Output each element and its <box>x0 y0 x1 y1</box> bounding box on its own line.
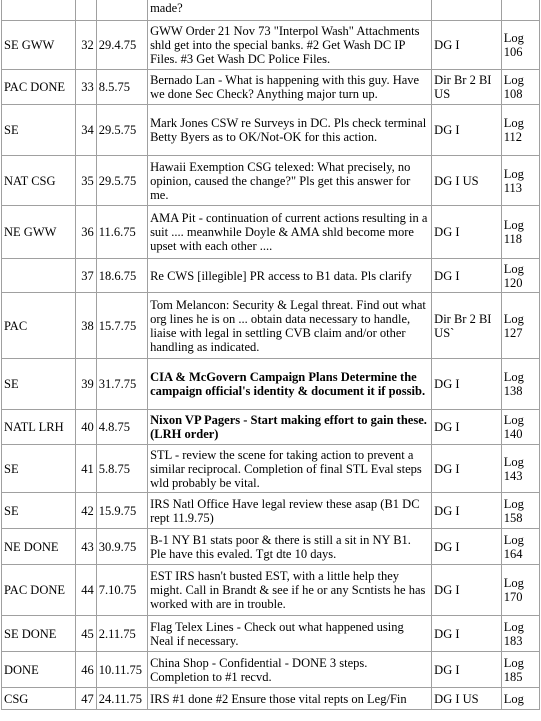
row-date-cell: 15.9.75 <box>96 493 147 529</box>
row-recipient-cell: DG I <box>432 529 502 565</box>
row-date-cell: 2.11.75 <box>96 616 147 652</box>
table-row <box>2 410 540 445</box>
row-description-cell: Bernado Lan - What is happening with this guy. Have we done Sec Check? Anything major turn up. <box>148 70 432 105</box>
row-log-cell: Log 143 <box>501 445 539 493</box>
table-row <box>2 21 540 70</box>
row-code-cell: NE DONE <box>2 529 76 565</box>
row-description-cell: AMA Pit - continuation of current actions resulting in a suit .... meanwhile Doyle & AMA shld become more upset with each other .... <box>148 206 432 259</box>
row-code-cell: PAC <box>2 293 76 359</box>
row-recipient-cell <box>432 0 502 21</box>
row-number-cell: 41 <box>75 445 96 493</box>
row-date-cell: 31.7.75 <box>96 359 147 410</box>
row-date-cell: 15.7.75 <box>96 293 147 359</box>
table-row <box>2 616 540 652</box>
row-recipient-cell: Dir Br 2 BI US` <box>432 293 502 359</box>
row-description-cell: Tom Melancon: Security & Legal threat. Find out what org lines he is on ... obtain data necessary to handle, liaise with legal in settling CVB claim and/or other handling as indicated. <box>148 293 432 359</box>
row-date-cell <box>96 0 147 21</box>
row-date-cell: 7.10.75 <box>96 565 147 616</box>
row-log-cell: Log 183 <box>501 616 539 652</box>
row-code-cell: SE <box>2 105 76 156</box>
table-row <box>2 105 540 156</box>
table-row <box>2 70 540 105</box>
table-row <box>2 0 540 21</box>
row-log-cell: Log 185 <box>501 652 539 688</box>
table-row <box>2 565 540 616</box>
row-number-cell <box>75 0 96 21</box>
row-number-cell: 43 <box>75 529 96 565</box>
row-code-cell: CSG <box>2 688 76 710</box>
row-number-cell: 36 <box>75 206 96 259</box>
row-date-cell: 29.5.75 <box>96 105 147 156</box>
row-recipient-cell: DG I <box>432 652 502 688</box>
log-table <box>1 0 540 710</box>
row-number-cell: 40 <box>75 410 96 445</box>
row-date-cell: 29.4.75 <box>96 21 147 70</box>
table-row <box>2 359 540 410</box>
row-recipient-cell: DG I US <box>432 688 502 710</box>
row-log-cell: Log 164 <box>501 529 539 565</box>
row-number-cell: 39 <box>75 359 96 410</box>
row-number-cell: 47 <box>75 688 96 710</box>
row-number-cell: 42 <box>75 493 96 529</box>
row-log-cell: Log 140 <box>501 410 539 445</box>
row-number-cell: 33 <box>75 70 96 105</box>
row-code-cell <box>2 259 76 293</box>
row-code-cell <box>2 0 76 21</box>
row-code-cell: DONE <box>2 652 76 688</box>
row-code-cell: SE GWW <box>2 21 76 70</box>
table-row <box>2 652 540 688</box>
row-recipient-cell: DG I <box>432 445 502 493</box>
row-recipient-cell: DG I <box>432 565 502 616</box>
row-recipient-cell: DG I <box>432 259 502 293</box>
row-description-cell: Nixon VP Pagers - Start making effort to gain these. (LRH order) <box>148 410 432 445</box>
row-date-cell: 29.5.75 <box>96 156 147 206</box>
row-log-cell: Log 112 <box>501 105 539 156</box>
row-code-cell: SE <box>2 359 76 410</box>
row-date-cell: 5.8.75 <box>96 445 147 493</box>
row-description-cell: Re CWS [illegible] PR access to B1 data. Pls clarify <box>148 259 432 293</box>
table-row <box>2 688 540 710</box>
row-date-cell: 4.8.75 <box>96 410 147 445</box>
row-description-cell: IRS #1 done #2 Ensure those vital repts on Leg/Fin <box>148 688 432 710</box>
row-log-cell: Log 158 <box>501 493 539 529</box>
table-row <box>2 156 540 206</box>
table-row <box>2 445 540 493</box>
row-number-cell: 35 <box>75 156 96 206</box>
row-log-cell <box>501 0 539 21</box>
row-number-cell: 32 <box>75 21 96 70</box>
row-recipient-cell: DG I <box>432 493 502 529</box>
row-log-cell: Log 120 <box>501 259 539 293</box>
table-row <box>2 206 540 259</box>
row-recipient-cell: DG I <box>432 359 502 410</box>
row-number-cell: 37 <box>75 259 96 293</box>
row-log-cell: Log 106 <box>501 21 539 70</box>
row-number-cell: 34 <box>75 105 96 156</box>
table-row <box>2 259 540 293</box>
row-number-cell: 38 <box>75 293 96 359</box>
row-code-cell: NAT CSG <box>2 156 76 206</box>
row-number-cell: 45 <box>75 616 96 652</box>
row-log-cell: Log 113 <box>501 156 539 206</box>
row-code-cell: NE GWW <box>2 206 76 259</box>
table-row <box>2 493 540 529</box>
row-recipient-cell: DG I <box>432 21 502 70</box>
row-log-cell: Log 118 <box>501 206 539 259</box>
row-log-cell: Log 108 <box>501 70 539 105</box>
row-recipient-cell: DG I US <box>432 156 502 206</box>
row-recipient-cell: DG I <box>432 105 502 156</box>
row-description-cell: Mark Jones CSW re Surveys in DC. Pls check terminal Betty Byers as to OK/Not-OK for this action. <box>148 105 432 156</box>
row-description-cell: China Shop - Confidential - DONE 3 steps. Completion to #1 recvd. <box>148 652 432 688</box>
row-log-cell: Log 127 <box>501 293 539 359</box>
row-description-cell: STL - review the scene for taking action to prevent a similar reciprocal. Completion of final STL Eval steps wld probably be vital. <box>148 445 432 493</box>
row-description-cell: IRS Natl Office Have legal review these asap (B1 DC rept 11.9.75) <box>148 493 432 529</box>
row-log-cell: Log <box>501 688 539 710</box>
row-description-cell: CIA & McGovern Campaign Plans Determine the campaign official's identity & document it if possib. <box>148 359 432 410</box>
row-date-cell: 10.11.75 <box>96 652 147 688</box>
row-date-cell: 18.6.75 <box>96 259 147 293</box>
log-table-body <box>2 0 540 710</box>
table-row <box>2 529 540 565</box>
row-recipient-cell: DG I <box>432 206 502 259</box>
row-description-cell: GWW Order 21 Nov 73 "Interpol Wash" Attachments shld get into the special banks. #2 Get Wash DC IP Files. #3 Get Wash DC Police Files. <box>148 21 432 70</box>
row-description-cell: EST IRS hasn't busted EST, with a little help they might. Call in Brandt & see if he or any Scntists he has worked with are in trouble. <box>148 565 432 616</box>
row-code-cell: PAC DONE <box>2 565 76 616</box>
row-code-cell: NATL LRH <box>2 410 76 445</box>
row-description-cell: made? <box>148 0 432 21</box>
row-description-cell: Hawaii Exemption CSG telexed: What precisely, no opinion, caused the change?" Pls get this answer for me. <box>148 156 432 206</box>
row-recipient-cell: DG I <box>432 616 502 652</box>
row-recipient-cell: DG I <box>432 410 502 445</box>
row-code-cell: SE <box>2 493 76 529</box>
row-number-cell: 44 <box>75 565 96 616</box>
row-log-cell: Log 170 <box>501 565 539 616</box>
row-description-cell: B-1 NY B1 stats poor & there is still a sit in NY B1. Ple have this evaled. Tgt dte 10 days. <box>148 529 432 565</box>
row-date-cell: 11.6.75 <box>96 206 147 259</box>
row-code-cell: PAC DONE <box>2 70 76 105</box>
row-date-cell: 8.5.75 <box>96 70 147 105</box>
row-recipient-cell: Dir Br 2 BI US <box>432 70 502 105</box>
table-row <box>2 293 540 359</box>
row-code-cell: SE DONE <box>2 616 76 652</box>
row-number-cell: 46 <box>75 652 96 688</box>
row-date-cell: 30.9.75 <box>96 529 147 565</box>
row-date-cell: 24.11.75 <box>96 688 147 710</box>
row-log-cell: Log 138 <box>501 359 539 410</box>
row-code-cell: SE <box>2 445 76 493</box>
row-description-cell: Flag Telex Lines - Check out what happened using Neal if necessary. <box>148 616 432 652</box>
